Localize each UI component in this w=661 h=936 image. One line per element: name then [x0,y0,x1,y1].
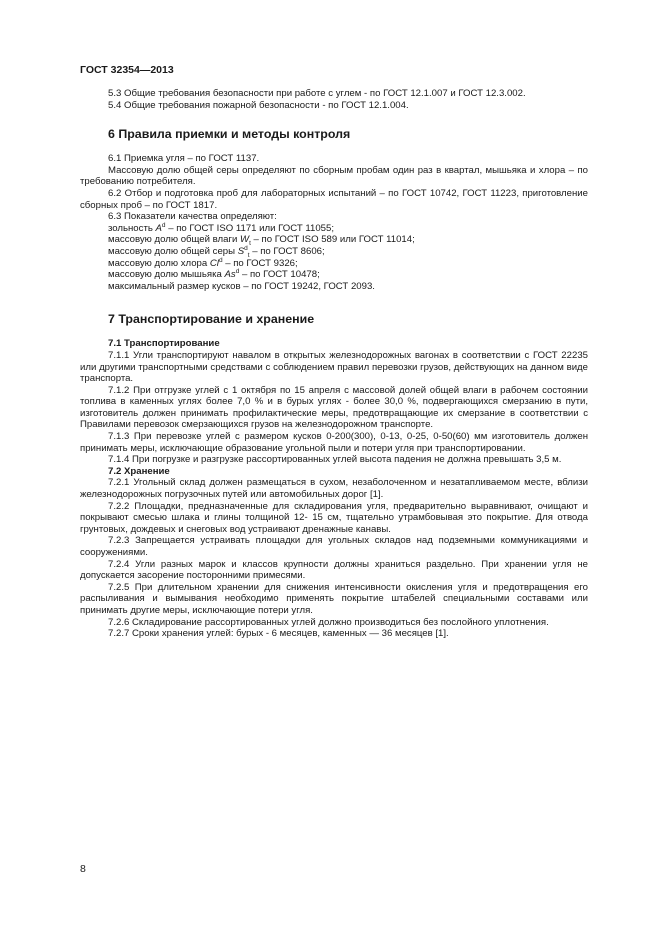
paragraph-7-2-4: 7.2.4 Угли разных марок и классов крупности должны храниться раздельно. При хранении угля не допускается засорение посторонними примесями. [80,558,588,582]
paragraph-6-1: 6.1 Приемка угля – по ГОСТ 1137. [108,153,260,165]
list-item-size: максимальный размер кусков – по ГОСТ 19242, ГОСТ 2093. [108,280,375,292]
document-body [80,88,588,640]
paragraph-5-3: 5.3 Общие требования безопасности при работе с углем - по ГОСТ 12.1.007 и ГОСТ 12.3.002. [108,88,526,99]
paragraph-6-3: 6.3 Показатели качества определяют: [108,211,277,223]
paragraph-7-2-2: 7.2.2 Площадки, предназначенные для складирования угля, предварительно выравнивают, очищают и покрывают смесью шлака и глины толщиной 12- 15 см, тщательно утрамбовывая это покрытие. Для отвода грунтовых, дождевых и снеговых вод устраивают дренажные канавы. [80,500,588,535]
paragraph-5-4: 5.4 Общие требования пожарной безопасности - по ГОСТ 12.1.004. [108,99,409,111]
paragraph-7-2-5: 7.2.5 При длительном хранении для снижения интенсивности окисления угля и предотвращения его распыливания и вымывания необходимо применять покрытие штабелей специальными составами или принимать другие меры, исключающие потери угля. [80,581,588,616]
paragraph-7-2-1: 7.2.1 Угольный склад должен размещаться в сухом, незаболоченном и незатапливаемом месте, вблизи железнодорожных погрузочных путей или автомобильных дорог [1]. [80,477,588,501]
page-number: 8 [80,863,86,875]
subsection-7-2-heading: 7.2 Хранение [108,465,170,477]
subsection-7-1-heading: 7.1 Транспортирование [108,338,220,350]
paragraph-7-1-3: 7.1.3 При перевозке углей с размером кусков 0-200(300), 0-13, 0-25, 0-50(60) мм изготовитель должен принимать меры, исключающие образование угольной пыли и потери угля при транспортировании. [80,431,588,454]
section-6-heading: 6 Правила приемки и методы контроля [108,127,351,142]
list-item-ash: зольность $A^d$ – по ГОСТ ISO 1171 или ГОСТ 11055; [108,221,335,234]
paragraph-7-2-7: 7.2.7 Сроки хранения углей: бурых - 6 месяцев, каменных — 36 месяцев [1]. [108,628,449,640]
paragraph-7-1-2: 7.1.2 При отгрузке углей с 1 октября по 15 апреля с массовой долей общей влаги в рабочем состоянии топлива в каменных углях более 7,0 % и в бурых углях - более 30,0 %, подвергающихся смерзанию в пути, изготовитель должен принимать профилактические меры, предотвращающие их смерзание в соответствии с Правилами перевозок смерзающихся грузов на железнодорожном транспорте. [80,384,588,431]
paragraph-sulfur: Массовую долю общей серы определяют по сборным пробам один раз в квартал, мышьяка и хлора – по требованию потребителя. [80,164,588,188]
document-header: ГОСТ 32354—2013 [80,64,174,76]
list-item-chlorine: массовую долю хлора Cl$^d$ – по ГОСТ 9326; [108,256,298,269]
section-7-heading: 7 Транспортирование и хранение [108,312,315,327]
list-item-arsenic: массовую долю мышьяка As$^d$ – по ГОСТ 10478; [108,267,320,281]
list-item-sulfur: массовую долю общей серы $S^d_t$ – по ГОСТ 8606; [108,244,325,259]
list-item-moisture: массовую долю общей влаги $W_t$ – по ГОСТ ISO 589 или ГОСТ 11014; [108,234,415,248]
paragraph-7-1-4: 7.1.4 При погрузке и разгрузке рассортированных углей высота падения не должна превышать 3,5 м. [108,454,562,466]
paragraph-7-2-3: 7.2.3 Запрещается устраивать площадки для угольных складов над подземными коммуникациями и сооружениями. [80,535,588,558]
paragraph-7-2-6: 7.2.6 Складирование рассортированных углей должно производиться без послойного уплотнения. [108,616,549,628]
paragraph-6-2: 6.2 Отбор и подготовка проб для лабораторных испытаний – по ГОСТ 10742, ГОСТ 11223, приготовление сборных проб – по ГОСТ 1817. [80,187,588,211]
paragraph-7-1-1: 7.1.1 Угли транспортируют навалом в открытых железнодорожных вагонах в соответствии с ГОСТ 22235 или другими транспортными средствами с соблюдением правил перевозки грузов, действующих на данном виде транспорта. [80,349,588,385]
